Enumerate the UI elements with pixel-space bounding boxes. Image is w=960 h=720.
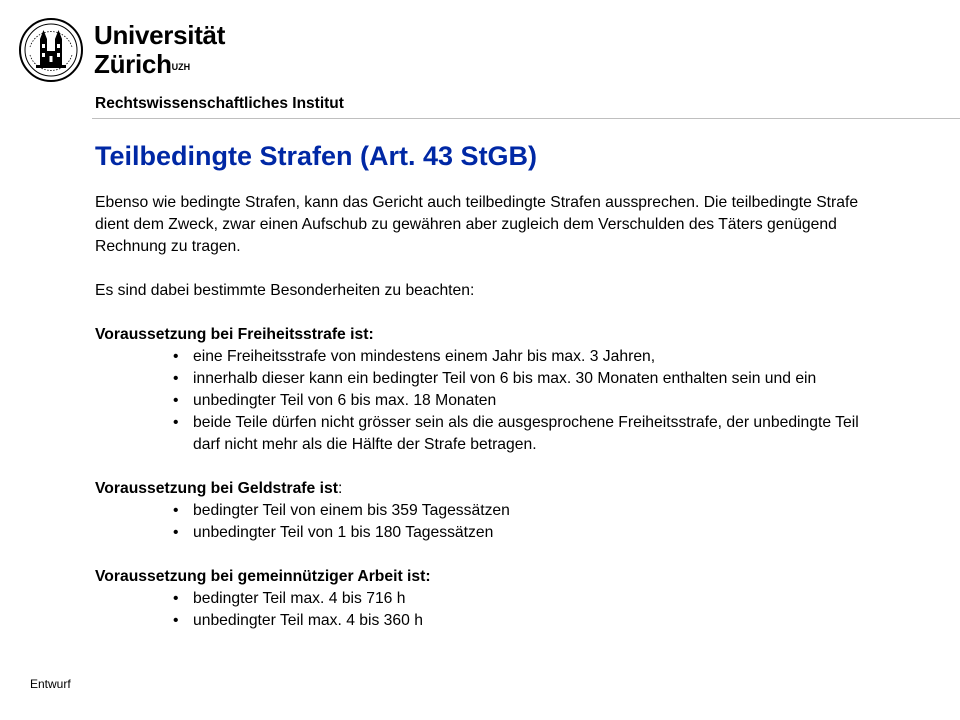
bullet-icon: • <box>173 502 179 519</box>
list-item: • bedingter Teil von einem bis 359 Tagessätzen <box>95 500 885 522</box>
list-gemeinnuetzige-arbeit <box>95 588 885 632</box>
intro-paragraph: Ebenso wie bedingte Strafen, kann das Gericht auch teilbedingte Strafen aussprechen. Die teilbedingte Strafe dient dem Zweck, zwar einen Aufschub zu gewähren aber zugleich dem Verschulden des Täters genügend Rechnung zu tragen. <box>95 194 859 255</box>
list-freiheitsstrafe <box>95 346 885 456</box>
header-divider <box>92 118 960 119</box>
section-heading-gemeinnuetzige-arbeit: Voraussetzung bei gemeinnütziger Arbeit ist: <box>95 568 431 585</box>
institute-name: Rechtswissenschaftliches Institut <box>95 95 344 112</box>
slide-title: Teilbedingte Strafen (Art. 43 StGB) <box>95 141 538 171</box>
list-item: • bedingter Teil max. 4 bis 716 h <box>95 588 885 610</box>
bullet-icon: • <box>173 348 179 365</box>
bullet-icon: • <box>173 370 179 387</box>
list-item: • unbedingter Teil von 6 bis max. 18 Monaten <box>95 390 885 412</box>
bullet-icon: • <box>173 414 179 431</box>
bullet-icon: • <box>173 392 179 409</box>
wordmark-line1: Universität <box>94 20 226 50</box>
list-geldstrafe <box>95 500 885 544</box>
slide-content <box>95 192 885 632</box>
university-logo <box>18 17 226 87</box>
note-paragraph: Es sind dabei bestimmte Besonderheiten zu beachten: <box>95 282 475 299</box>
draft-label: Entwurf <box>30 677 71 691</box>
list-item: • unbedingter Teil max. 4 bis 360 h <box>95 610 885 632</box>
bullet-icon: • <box>173 590 179 607</box>
list-item: • beide Teile dürfen nicht grösser sein als die ausgesprochene Freiheitsstrafe, der unbedingte Teil darf nicht mehr als die Hälfte der Strafe betragen. <box>173 414 859 453</box>
section-heading-geldstrafe: Voraussetzung bei Geldstrafe ist: <box>95 480 343 497</box>
bullet-icon: • <box>173 524 179 541</box>
list-item: • innerhalb dieser kann ein bedingter Teil von 6 bis max. 30 Monaten enthalten sein und ein <box>95 368 885 390</box>
wordmark-line2: Zürich$^{UZH}$ <box>94 49 191 79</box>
university-seal-icon <box>18 17 84 83</box>
university-wordmark <box>94 21 225 79</box>
section-heading-freiheitsstrafe: Voraussetzung bei Freiheitsstrafe ist: <box>95 326 374 343</box>
bullet-icon: • <box>173 612 179 629</box>
wordmark-superscript: UZH <box>171 62 191 72</box>
list-item: • unbedingter Teil von 1 bis 180 Tagessätzen <box>95 522 885 544</box>
list-item: • eine Freiheitsstrafe von mindestens einem Jahr bis max. 3 Jahren, <box>95 346 885 368</box>
